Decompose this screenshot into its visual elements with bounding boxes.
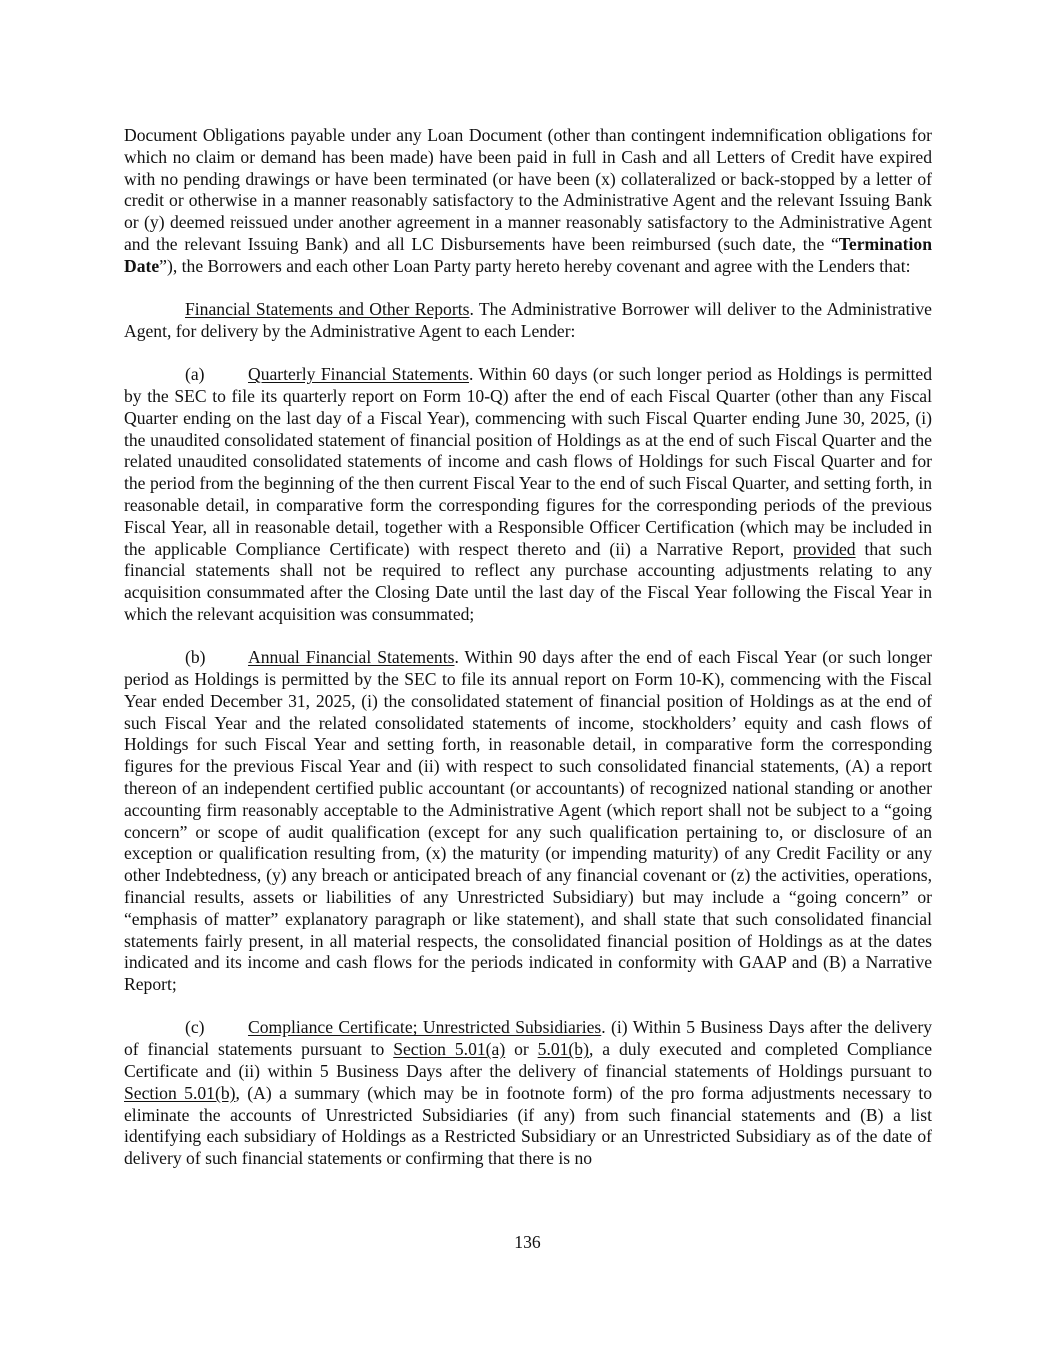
item-b-text: . Within 90 days after the end of each Fiscal Year (or such longer period as Holdings is permitted by the SEC to file its annual report on Form 10-K), commencing with the Fiscal Year ended December 31, 2025, (i) the consolidated statement of financial position of Holdings as at the end of such Fiscal Year and the related consolidated statements of income, stockholders’ equity and cash flows of Holdings for such Fiscal Year and setting forth, in reasonable detail, in comparative form the corresponding figures for the previous Fiscal Year and (ii) with respect to such consolidated financial statements, (A) a report thereon of an independent certified public accountant (or accountants) of recognized national standing or another accounting firm reasonably acceptable to the Administrative Agent (which report shall not be subject to a “going concern” or scope of audit qualification (except for any such qualification pertaining to, or disclosure of an exception or qualification resulting from, (x) the maturity (or impending maturity) of any Credit Facility or any other Indebtedness, (y) any breach or anticipated breach of any financial covenant or (z) the activities, operations, financial results, assets or liabilities of any Unrestricted Subsidiary) but may include a “going concern” or “emphasis of matter” explanatory paragraph or like statement), and shall state that such consolidated financial statements fairly present, in all material respects, the consolidated financial position of Holdings as at the dates indicated and its income and cash flows for the periods indicated in conformity with GAAP and (B) a Narrative Report;	[124, 647, 932, 995]
document-page-body	[124, 125, 932, 1192]
item-c-paragraph	[124, 1017, 932, 1170]
section-ref-5-01-a: Section 5.01(a)	[393, 1039, 506, 1060]
item-a-letter: (a)	[185, 364, 205, 385]
section-paragraph	[124, 299, 932, 343]
item-c-text-1: . (i) Within 5 Business Days after the delivery of financial statements pursuant to	[124, 1017, 932, 1060]
section-heading: Financial Statements and Other Reports	[185, 299, 470, 320]
item-a-text-1: . Within 60 days (or such longer period as Holdings is permitted by the SEC to file its quarterly report on Form 10-Q) after the end of each Fiscal Quarter (other than any Fiscal Quarter ending on the last day of a Fiscal Year), commencing with such Fiscal Quarter ending June 30, 2025, (i) the unaudited consolidated statement of financial position of Holdings as at the end of such Fiscal Quarter and the related unaudited consolidated statements of income and cash flows of Holdings for such Fiscal Quarter and for the period from the beginning of the then current Fiscal Year to the end of such Fiscal Quarter, and setting forth, in reasonable detail, in comparative form the corresponding figures for the corresponding periods of the previous Fiscal Year, all in reasonable detail, together with a Responsible Officer Certification (which may be included in the applicable Compliance Certificate) with respect thereto and (ii) a Narrative Report,	[124, 364, 932, 559]
item-c-heading: Compliance Certificate; Unrestricted Subsidiaries	[248, 1017, 602, 1038]
intro-text-after: ”), the Borrowers and each other Loan Party party hereto hereby covenant and agree with the Lenders that:	[159, 255, 911, 276]
item-c-text-3: , a duly executed and completed Compliance Certificate and (ii) within 5 Business Days after the delivery of financial statements of Holdings pursuant to	[124, 1039, 932, 1082]
item-c-text-2: or	[505, 1039, 538, 1060]
item-c-letter: (c)	[185, 1017, 205, 1038]
page-number: 136	[514, 1232, 541, 1252]
defined-term-termination-date: Termination Date	[124, 233, 932, 276]
provided-term: provided	[793, 538, 856, 559]
item-a-text-2: that such financial statements shall not be required to reflect any purchase accounting adjustments relating to any acquisition consummated after the Closing Date until the last day of the Fiscal Year following the Fiscal Year in which the relevant acquisition was consummated;	[124, 538, 932, 624]
item-b-heading: Annual Financial Statements	[248, 647, 455, 668]
item-b-letter: (b)	[185, 647, 206, 668]
intro-paragraph	[124, 125, 932, 278]
section-text: . The Administrative Borrower will deliver to the Administrative Agent, for delivery by the Administrative Agent to each Lender:	[124, 299, 932, 341]
item-c-text-4: , (A) a summary (which may be in footnote form) of the pro forma adjustments necessary to eliminate the accounts of Unrestricted Subsidiaries (if any) from such financial statements and (B) a list identifying each subsidiary of Holdings as a Restricted Subsidiary or an Unrestricted Subsidiary as of the date of delivery of such financial statements or confirming that there is no	[124, 1082, 933, 1169]
item-a-heading: Quarterly Financial Statements	[248, 364, 469, 385]
section-ref-5-01-b: 5.01(b)	[537, 1039, 589, 1060]
item-b-paragraph	[124, 647, 932, 996]
intro-text-before: Document Obligations payable under any Loan Document (other than contingent indemnification obligations for which no claim or demand has been made) have been paid in full in Cash and all Letters of Credit have expired with no pending drawings or have been terminated (or have been (x) collateralized or back-stopped by a letter of credit or otherwise in a manner reasonably satisfactory to the Administrative Agent and the relevant Issuing Bank or (y) deemed reissued under another agreement in a manner reasonably satisfactory to the Administrative Agent and the relevant Issuing Bank) and all LC Disbursements have been reimbursed (such date, the “	[124, 125, 932, 254]
item-a-paragraph	[124, 364, 932, 626]
section-ref-5-01-b-second: Section 5.01(b)	[124, 1082, 236, 1103]
